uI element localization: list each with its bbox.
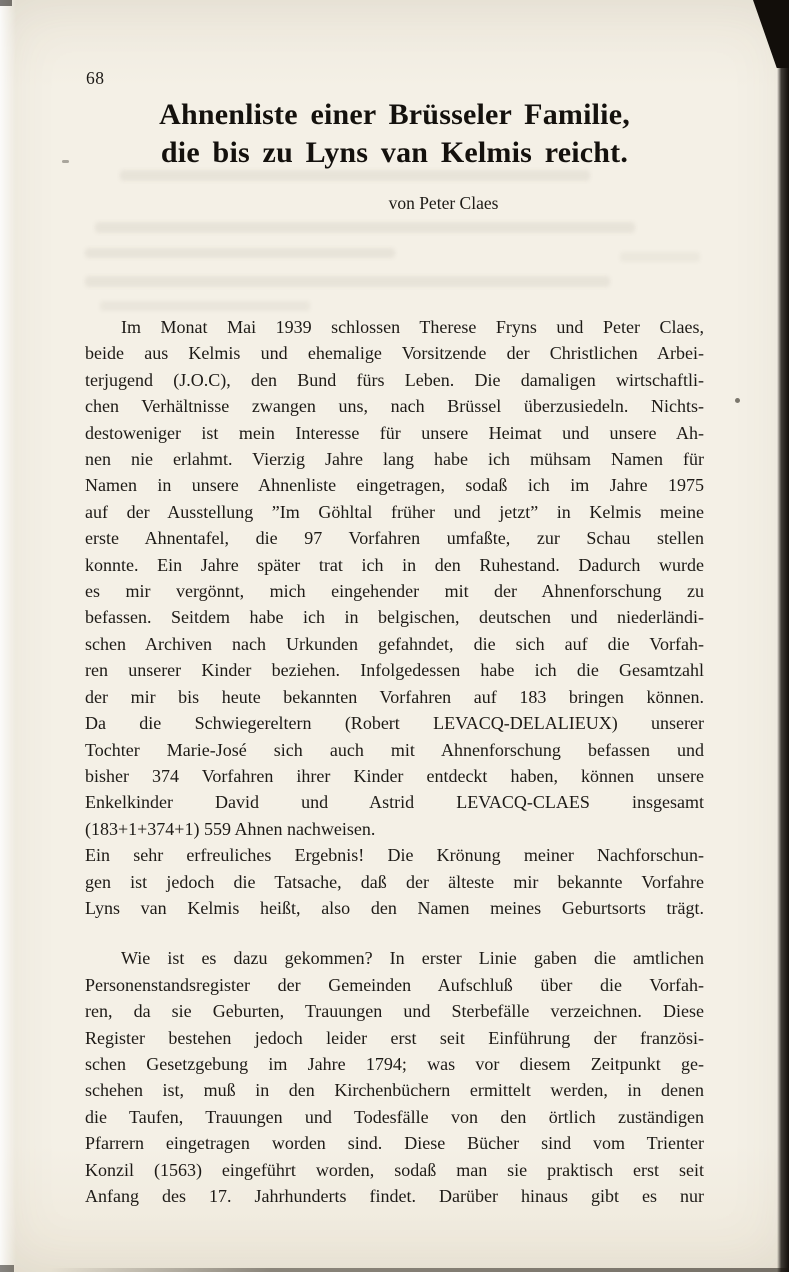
- scan-corner-top-right: [753, 0, 789, 68]
- scan-edge-bottom: [50, 1268, 789, 1272]
- text-line: Personenstandsregister der Gemeinden Aufschluß über die Vorfah-: [85, 974, 704, 995]
- text-line: Lyns van Kelmis heißt, also den Namen meines Geburtsorts trägt.: [85, 897, 704, 918]
- paragraph: [85, 314, 704, 842]
- text-line: es mir vergönnt, mich eingehender mit der Ahnenforschung zu: [85, 581, 704, 602]
- bleedthrough-artifact: [620, 252, 700, 262]
- page-title: [85, 96, 704, 172]
- text-line: Pfarrern eingetragen worden sind. Diese Bücher sind vom Trienter: [85, 1133, 704, 1154]
- text-line: der mir bis heute bekannten Vorfahren auf 183 bringen können.: [85, 686, 704, 707]
- ink-speck: [62, 160, 69, 163]
- text-line: konnte. Ein Jahre später trat ich in den Ruhestand. Dadurch wurde: [85, 554, 704, 575]
- scan-corner-bottom-left: [0, 1265, 14, 1272]
- text-line: ren unserer Kinder beziehen. Infolgedessen habe ich die Gesamtzahl: [85, 660, 704, 681]
- text-line: gen ist jedoch die Tatsache, daß der älteste mir bekannte Vorfahre: [85, 871, 704, 892]
- scan-edge-left: [0, 0, 16, 1272]
- bleedthrough-artifact: [95, 222, 635, 233]
- body-text: [85, 314, 704, 1209]
- text-line: Konzil (1563) eingeführt worden, sodaß man sie praktisch erst seit: [85, 1159, 704, 1180]
- text-line: Wie ist es dazu gekommen? In erster Linie gaben die amtlichen: [121, 948, 704, 969]
- page-title-line-1: Ahnenliste einer Brüsseler Familie,: [159, 98, 630, 131]
- text-line: Tochter Marie-José sich auch mit Ahnenforschung befassen und: [85, 739, 704, 760]
- text-line: Enkelkinder David und Astrid LEVACQ-CLAES insgesamt: [85, 792, 704, 813]
- scan-edge-right: [777, 0, 789, 1272]
- page-title-line-2: die bis zu Lyns van Kelmis reicht.: [160, 136, 629, 169]
- paragraph: [85, 842, 704, 921]
- text-line: (183+1+374+1) 559 Ahnen nachweisen.: [85, 818, 376, 839]
- text-line: chen Verhältnisse zwangen uns, nach Brüssel überzusiedeln. Nichts-: [85, 396, 704, 417]
- bleedthrough-artifact: [85, 248, 395, 258]
- bleedthrough-artifact: [100, 301, 310, 311]
- text-line: die Taufen, Trauungen und Todesfälle von den örtlich zuständigen: [85, 1106, 704, 1127]
- text-line: auf der Ausstellung ”Im Göhltal früher und jetzt” in Kelmis meine: [85, 501, 704, 522]
- page-number: 68: [86, 68, 105, 88]
- text-line: schen Archiven nach Urkunden gefahndet, die sich auf die Vorfah-: [85, 633, 704, 654]
- text-line: beide aus Kelmis und ehemalige Vorsitzende der Christlichen Arbei-: [85, 343, 704, 364]
- scan-corner-top-left: [0, 0, 12, 6]
- ink-speck: [735, 398, 740, 403]
- text-line: bisher 374 Vorfahren ihrer Kinder entdeckt haben, können unsere: [85, 765, 704, 786]
- bleedthrough-artifact: [85, 276, 610, 287]
- paragraph: [85, 945, 704, 1209]
- text-line: Ein sehr erfreuliches Ergebnis! Die Krönung meiner Nachforschun-: [85, 845, 704, 866]
- text-line: terjugend (J.O.C), den Bund fürs Leben. Die damaligen wirtschaftli-: [85, 369, 704, 390]
- text-line: Da die Schwiegereltern (Robert LEVACQ-DELALIEUX) unserer: [85, 713, 704, 734]
- text-line: befassen. Seitdem habe ich in belgischen, deutschen und niederländi-: [85, 607, 704, 628]
- text-line: schen Gesetzgebung im Jahre 1794; was vor diesem Zeitpunkt ge-: [85, 1053, 704, 1074]
- text-line: Anfang des 17. Jahrhunderts findet. Darüber hinaus gibt es nur: [85, 1186, 704, 1206]
- byline: von Peter Claes: [388, 193, 499, 213]
- text-line: nen nie erlahmt. Vierzig Jahre lang habe ich mühsam Namen für: [85, 449, 704, 470]
- text-line: Namen in unsere Ahnenliste eingetragen, sodaß ich im Jahre 1975: [85, 475, 704, 496]
- text-line: ren, da sie Geburten, Trauungen und Sterbefälle verzeichnen. Diese: [85, 1001, 704, 1022]
- text-line: Register bestehen jedoch leider erst seit Einführung der französi-: [85, 1027, 704, 1048]
- text-line: Im Monat Mai 1939 schlossen Therese Fryns und Peter Claes,: [121, 317, 704, 337]
- text-line: schehen ist, muß in den Kirchenbüchern ermittelt werden, in denen: [85, 1080, 704, 1101]
- text-line: erste Ahnentafel, die 97 Vorfahren umfaßte, zur Schau stellen: [85, 528, 704, 549]
- text-line: destoweniger ist mein Interesse für unsere Heimat und unsere Ah-: [85, 422, 704, 443]
